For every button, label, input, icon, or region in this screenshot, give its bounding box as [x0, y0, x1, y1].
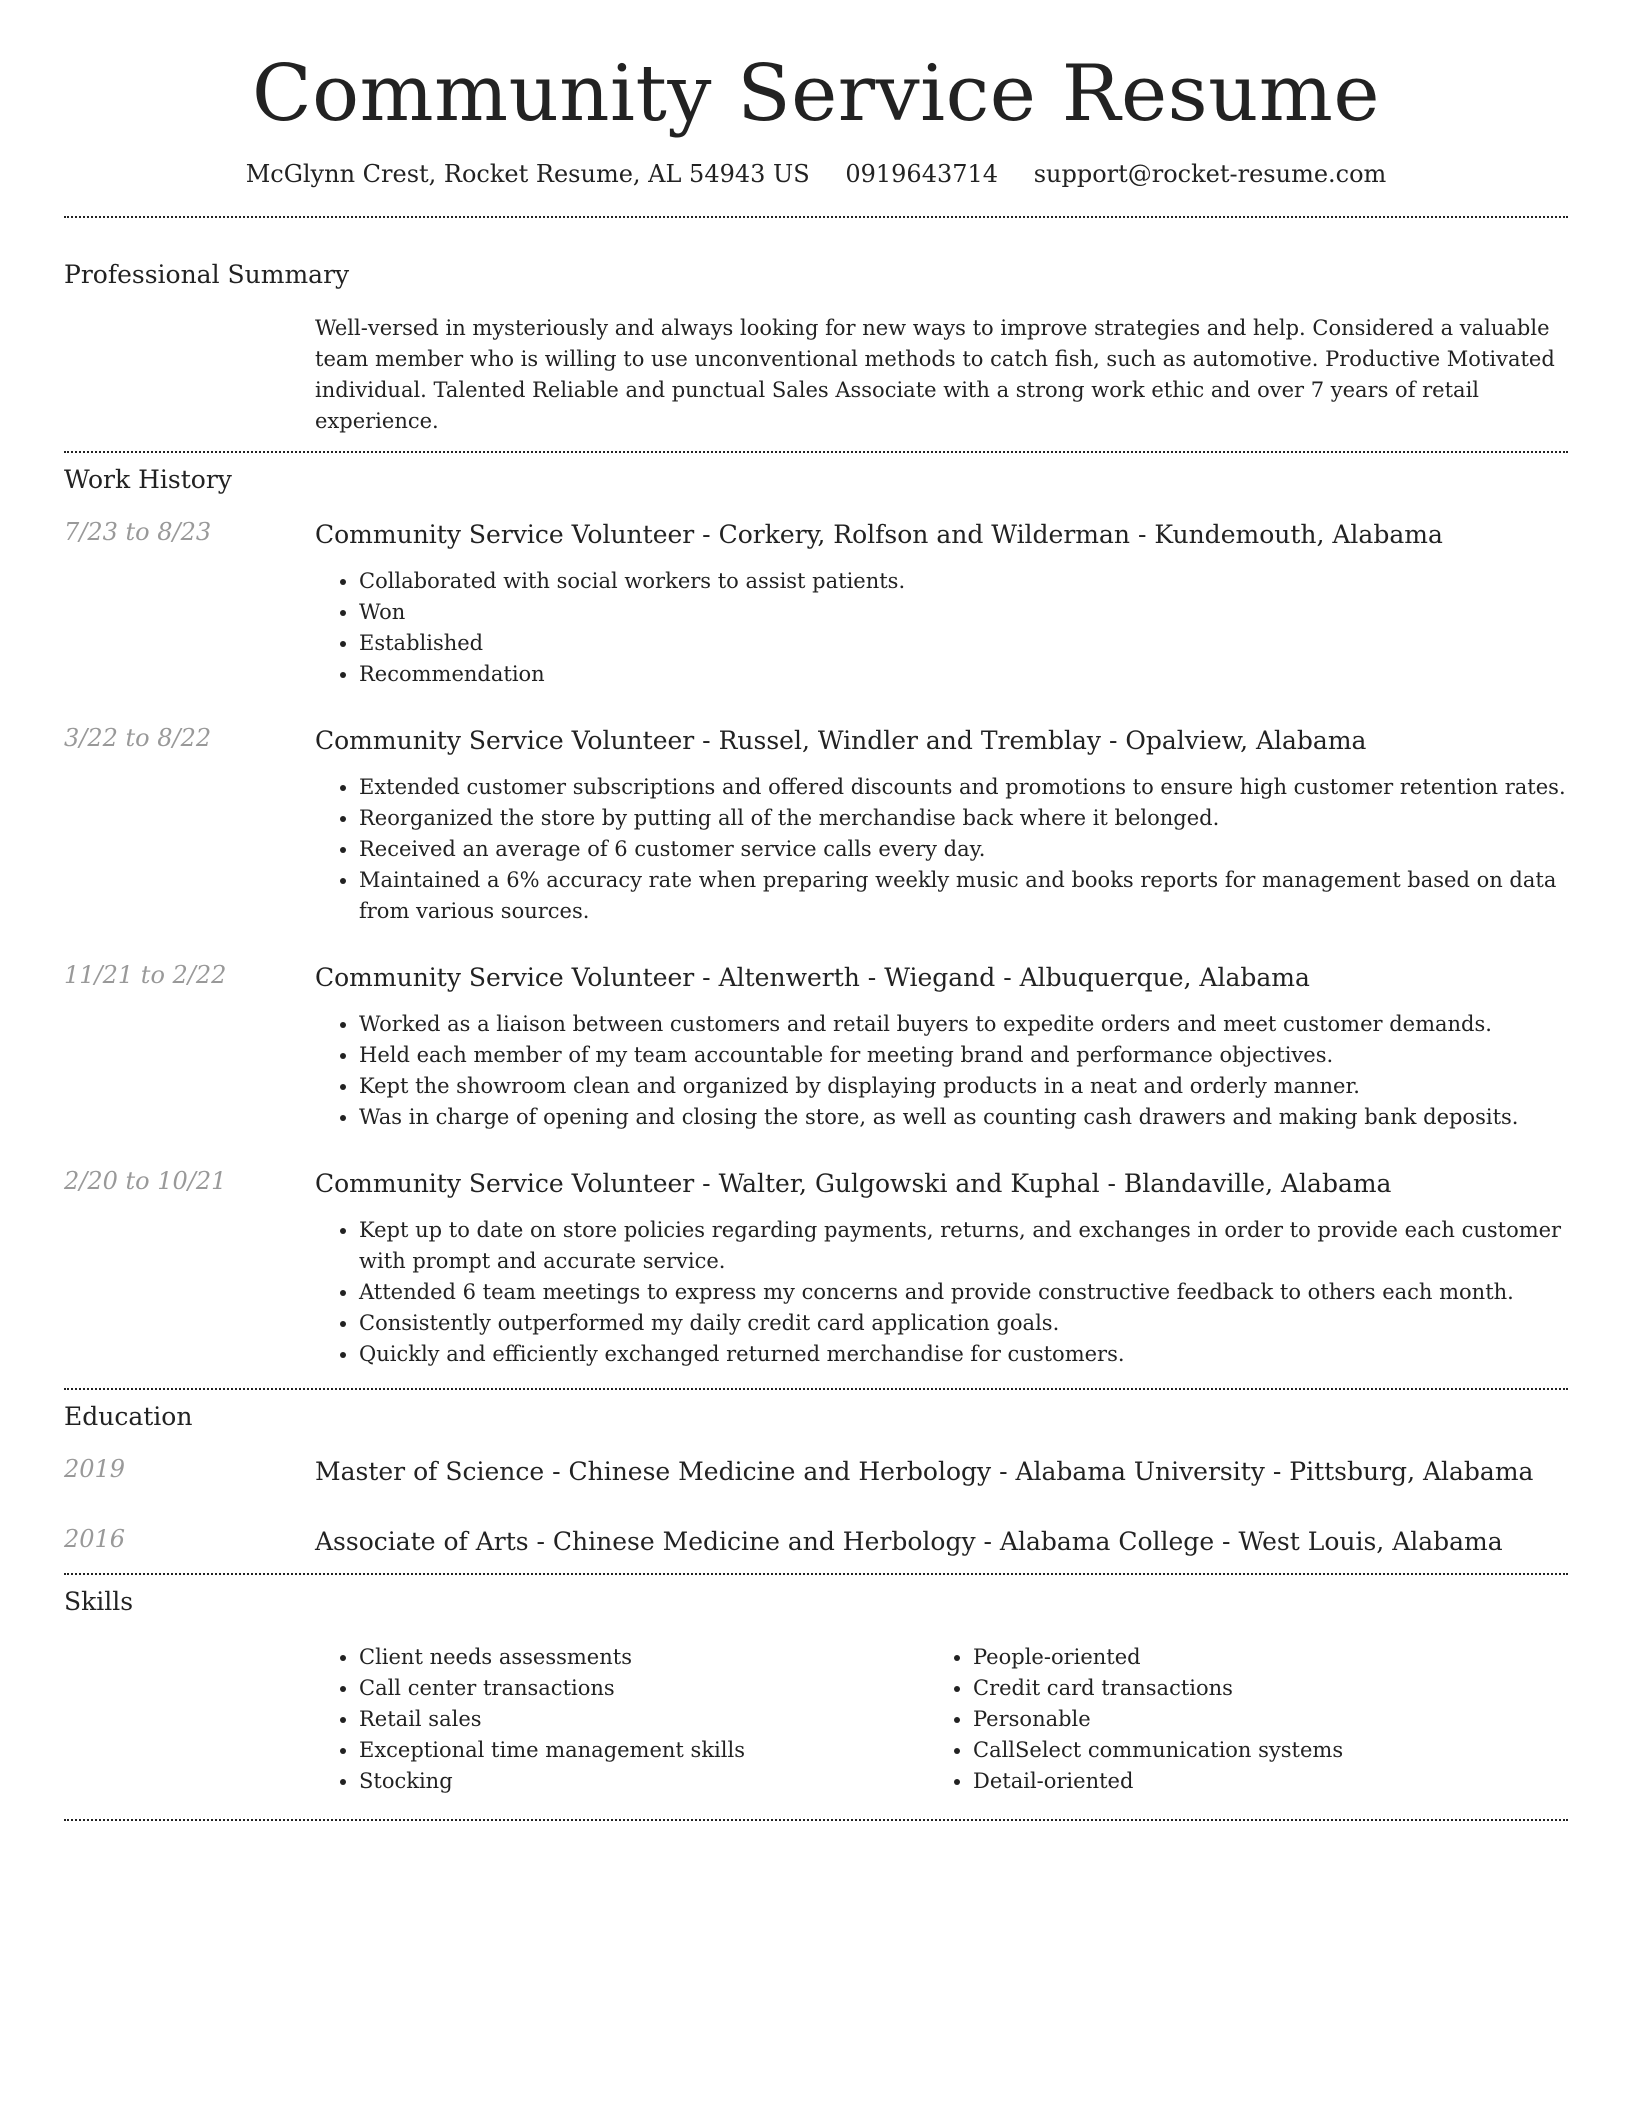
job-bullet: • Reorganized the store by putting all of the merchandise back where it belonged.: [359, 803, 1568, 834]
job-bullet: • Won: [359, 597, 1568, 628]
summary-section: [64, 260, 1568, 437]
job-bullet: • Established: [359, 628, 1568, 659]
contact-phone: 0919643714: [845, 159, 999, 188]
job-bullet: • Kept the showroom clean and organized by displaying products in a neat and orderly manner.: [359, 1071, 1568, 1102]
education-heading: Education: [64, 1401, 193, 1431]
divider: [64, 1573, 1568, 1575]
skill-item: • People-oriented: [973, 1642, 1543, 1673]
job-entry: [64, 961, 1568, 1133]
work-history-section: [64, 465, 1568, 1370]
job-bullets: [315, 1009, 1568, 1133]
skill-item: • Exceptional time management skills: [359, 1735, 929, 1766]
skills-list-right: [929, 1642, 1543, 1797]
job-bullet: • Kept up to date on store policies regarding payments, returns, and exchanges in order to provide each customer with prompt and accurate service.: [359, 1215, 1568, 1277]
job-bullets: [315, 1215, 1568, 1370]
divider: [64, 216, 1568, 218]
education-year: 2019: [64, 1454, 126, 1483]
skill-item: • Retail sales: [359, 1704, 929, 1735]
job-bullet: • Worked as a liaison between customers and retail buyers to expedite orders and meet customer demands.: [359, 1009, 1568, 1040]
divider: [64, 1819, 1568, 1821]
job-bullet: • Maintained a 6% accuracy rate when preparing weekly music and books reports for management based on data from various sources.: [359, 865, 1568, 927]
education-detail: Master of Science - Chinese Medicine and Herbology - Alabama University - Pittsburg, Alabama: [315, 1456, 1534, 1486]
resume-title: Community Service Resume: [252, 49, 1380, 139]
skill-item: • Client needs assessments: [359, 1642, 929, 1673]
job-bullet: • Received an average of 6 customer service calls every day.: [359, 834, 1568, 865]
skills-list-left: [315, 1642, 929, 1797]
job-bullet: • Held each member of my team accountable for meeting brand and performance objectives.: [359, 1040, 1568, 1071]
job-bullets: [315, 772, 1568, 927]
job-dates: 3/22 to 8/22: [64, 723, 212, 752]
job-entry: [64, 518, 1568, 690]
job-heading: Community Service Volunteer - Corkery, Rolfson and Wilderman - Kundemouth, Alabama: [315, 519, 1443, 549]
job-dates: 2/20 to 10/21: [64, 1166, 227, 1195]
skill-item: • Stocking: [359, 1766, 929, 1797]
summary-heading: Professional Summary: [64, 259, 350, 289]
job-bullet: • Was in charge of opening and closing the store, as well as counting cash drawers and making bank deposits.: [359, 1102, 1568, 1133]
job-bullet: • Consistently outperformed my daily credit card application goals.: [359, 1308, 1568, 1339]
job-bullet: • Quickly and efficiently exchanged returned merchandise for customers.: [359, 1339, 1568, 1370]
job-heading: Community Service Volunteer - Russel, Windler and Tremblay - Opalview, Alabama: [315, 725, 1367, 755]
job-bullets: [315, 566, 1568, 690]
job-entry: [64, 1167, 1568, 1370]
skill-item: • Personable: [973, 1704, 1543, 1735]
job-bullet: • Attended 6 team meetings to express my concerns and provide constructive feedback to others each month.: [359, 1277, 1568, 1308]
contact-line: [64, 160, 1568, 188]
education-entry: [64, 1455, 1568, 1489]
divider: [64, 1388, 1568, 1390]
skill-item: • Call center transactions: [359, 1673, 929, 1704]
skill-item: • Detail-oriented: [973, 1766, 1543, 1797]
summary-spacer: [64, 313, 315, 437]
education-section: [64, 1402, 1568, 1559]
skill-item: • Credit card transactions: [973, 1673, 1543, 1704]
work-history-heading: Work History: [64, 464, 232, 494]
job-dates: 7/23 to 8/23: [64, 517, 212, 546]
skills-spacer: [64, 1642, 315, 1797]
education-year: 2016: [64, 1524, 126, 1553]
job-bullet: • Collaborated with social workers to assist patients.: [359, 566, 1568, 597]
skill-item: • CallSelect communication systems: [973, 1735, 1543, 1766]
job-heading: Community Service Volunteer - Walter, Gulgowski and Kuphal - Blandaville, Alabama: [315, 1168, 1392, 1198]
job-entry: [64, 724, 1568, 927]
education-entry: [64, 1525, 1568, 1559]
contact-address: McGlynn Crest, Rocket Resume, AL 54943 US: [245, 159, 810, 188]
summary-text: Well-versed in mysteriously and always looking for new ways to improve strategies and help. Considered a valuable team member who is willing to use unconventional methods to catch fish, such as automotive. Productive Motivated individual. Talented Reliable and punctual Sales Associate with a strong work ethic and over 7 years of retail experience.: [315, 315, 1555, 433]
job-bullet: • Extended customer subscriptions and offered discounts and promotions to ensure high customer retention rates.: [359, 772, 1568, 803]
job-heading: Community Service Volunteer - Altenwerth - Wiegand - Albuquerque, Alabama: [315, 962, 1310, 992]
divider: [64, 451, 1568, 453]
education-detail: Associate of Arts - Chinese Medicine and Herbology - Alabama College - West Louis, Alabama: [315, 1526, 1503, 1556]
contact-email: support@rocket-resume.com: [1033, 159, 1387, 188]
skills-section: [64, 1587, 1568, 1797]
job-dates: 11/21 to 2/22: [64, 960, 227, 989]
job-bullet: • Recommendation: [359, 659, 1568, 690]
skills-heading: Skills: [64, 1586, 134, 1616]
